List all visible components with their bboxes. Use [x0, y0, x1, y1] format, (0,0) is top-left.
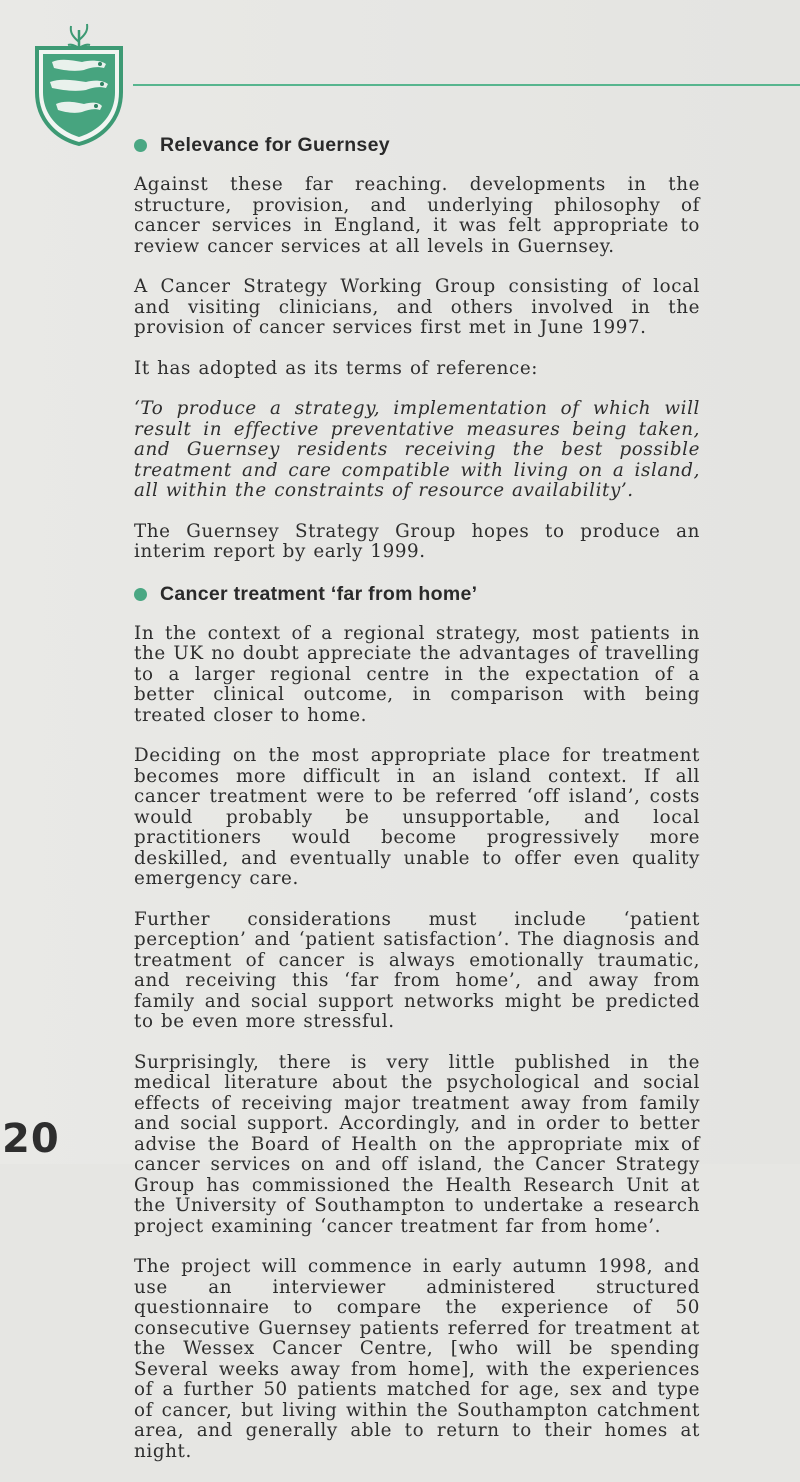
bullet-icon — [134, 588, 147, 601]
section-heading-text: Relevance for Guernsey — [160, 134, 390, 156]
section-heading — [134, 134, 700, 157]
terms-of-reference-quote: ‘To produce a strategy, implementation of which will result in effective preventative measures being taken, and Guernsey residents receiving the best possible treatment and care compatible with living on a island, all within the constraints of resource availability’. — [134, 398, 700, 501]
bullet-icon — [134, 139, 147, 152]
paragraph: Surprisingly, there is very little published in the medical literature about the psychological and social effects of receiving major treatment away from family and social support. Accordingly, and in order to better advise the Board of Health on the appropriate mix of cancer services on and off island, the Cancer Strategy Group has commissioned the Health Research Unit at the University of Southampton to undertake a research project examining ‘cancer treatment far from home’. — [134, 1051, 700, 1237]
paragraph: Deciding on the most appropriate place for treatment becomes more difficult in an island context. If all cancer treatment were to be referred ‘off island’, costs would probably be unsupportable, and local practitioners would become progressively more deskilled, and eventually unable to offer even quality emergency care. — [134, 745, 700, 889]
paragraph: Further considerations must include ‘patient perception’ and ‘patient satisfaction’. The diagnosis and treatment of cancer is always emotionally traumatic, and receiving this ‘far from home’, and away from family and social support networks might be predicted to be even more stressful. — [134, 908, 700, 1032]
paragraph: Against these far reaching. developments in the structure, provision, and underlying philosophy of cancer services in England, it was felt appropriate to review cancer services at all levels in Guernsey. — [134, 174, 700, 257]
paragraph: The Guernsey Strategy Group hopes to produce an interim report by early 1999. — [134, 520, 700, 562]
main-content — [134, 134, 700, 1482]
guernsey-crest-icon — [34, 20, 124, 146]
header-rule — [133, 84, 800, 86]
paragraph: In the context of a regional strategy, most patients in the UK no doubt appreciate the advantages of travelling to a larger regional centre in the expectation of a better clinical outcome, in comparison with being treated closer to home. — [134, 622, 700, 726]
paragraph: A Cancer Strategy Working Group consisting of local and visiting clinicians, and others involved in the provision of cancer services first met in June 1997. — [134, 276, 700, 338]
section-heading-text: Cancer treatment ‘far from home’ — [160, 582, 478, 605]
section-heading — [134, 583, 700, 606]
paragraph: The project will commence in early autumn 1998, and use an interviewer administered structured questionnaire to compare the experience of 50 consecutive Guernsey patients referred for treatment at the Wessex Cancer Centre, [who will be spending Several weeks away from home], with the experiences of a further 50 patients matched for age, sex and type of cancer, but living within the Southampton catchment area, and generally able to return to their homes at night. — [134, 1256, 700, 1462]
paragraph: It has adopted as its terms of reference: — [134, 357, 539, 379]
page-number: 20 — [2, 1116, 60, 1162]
